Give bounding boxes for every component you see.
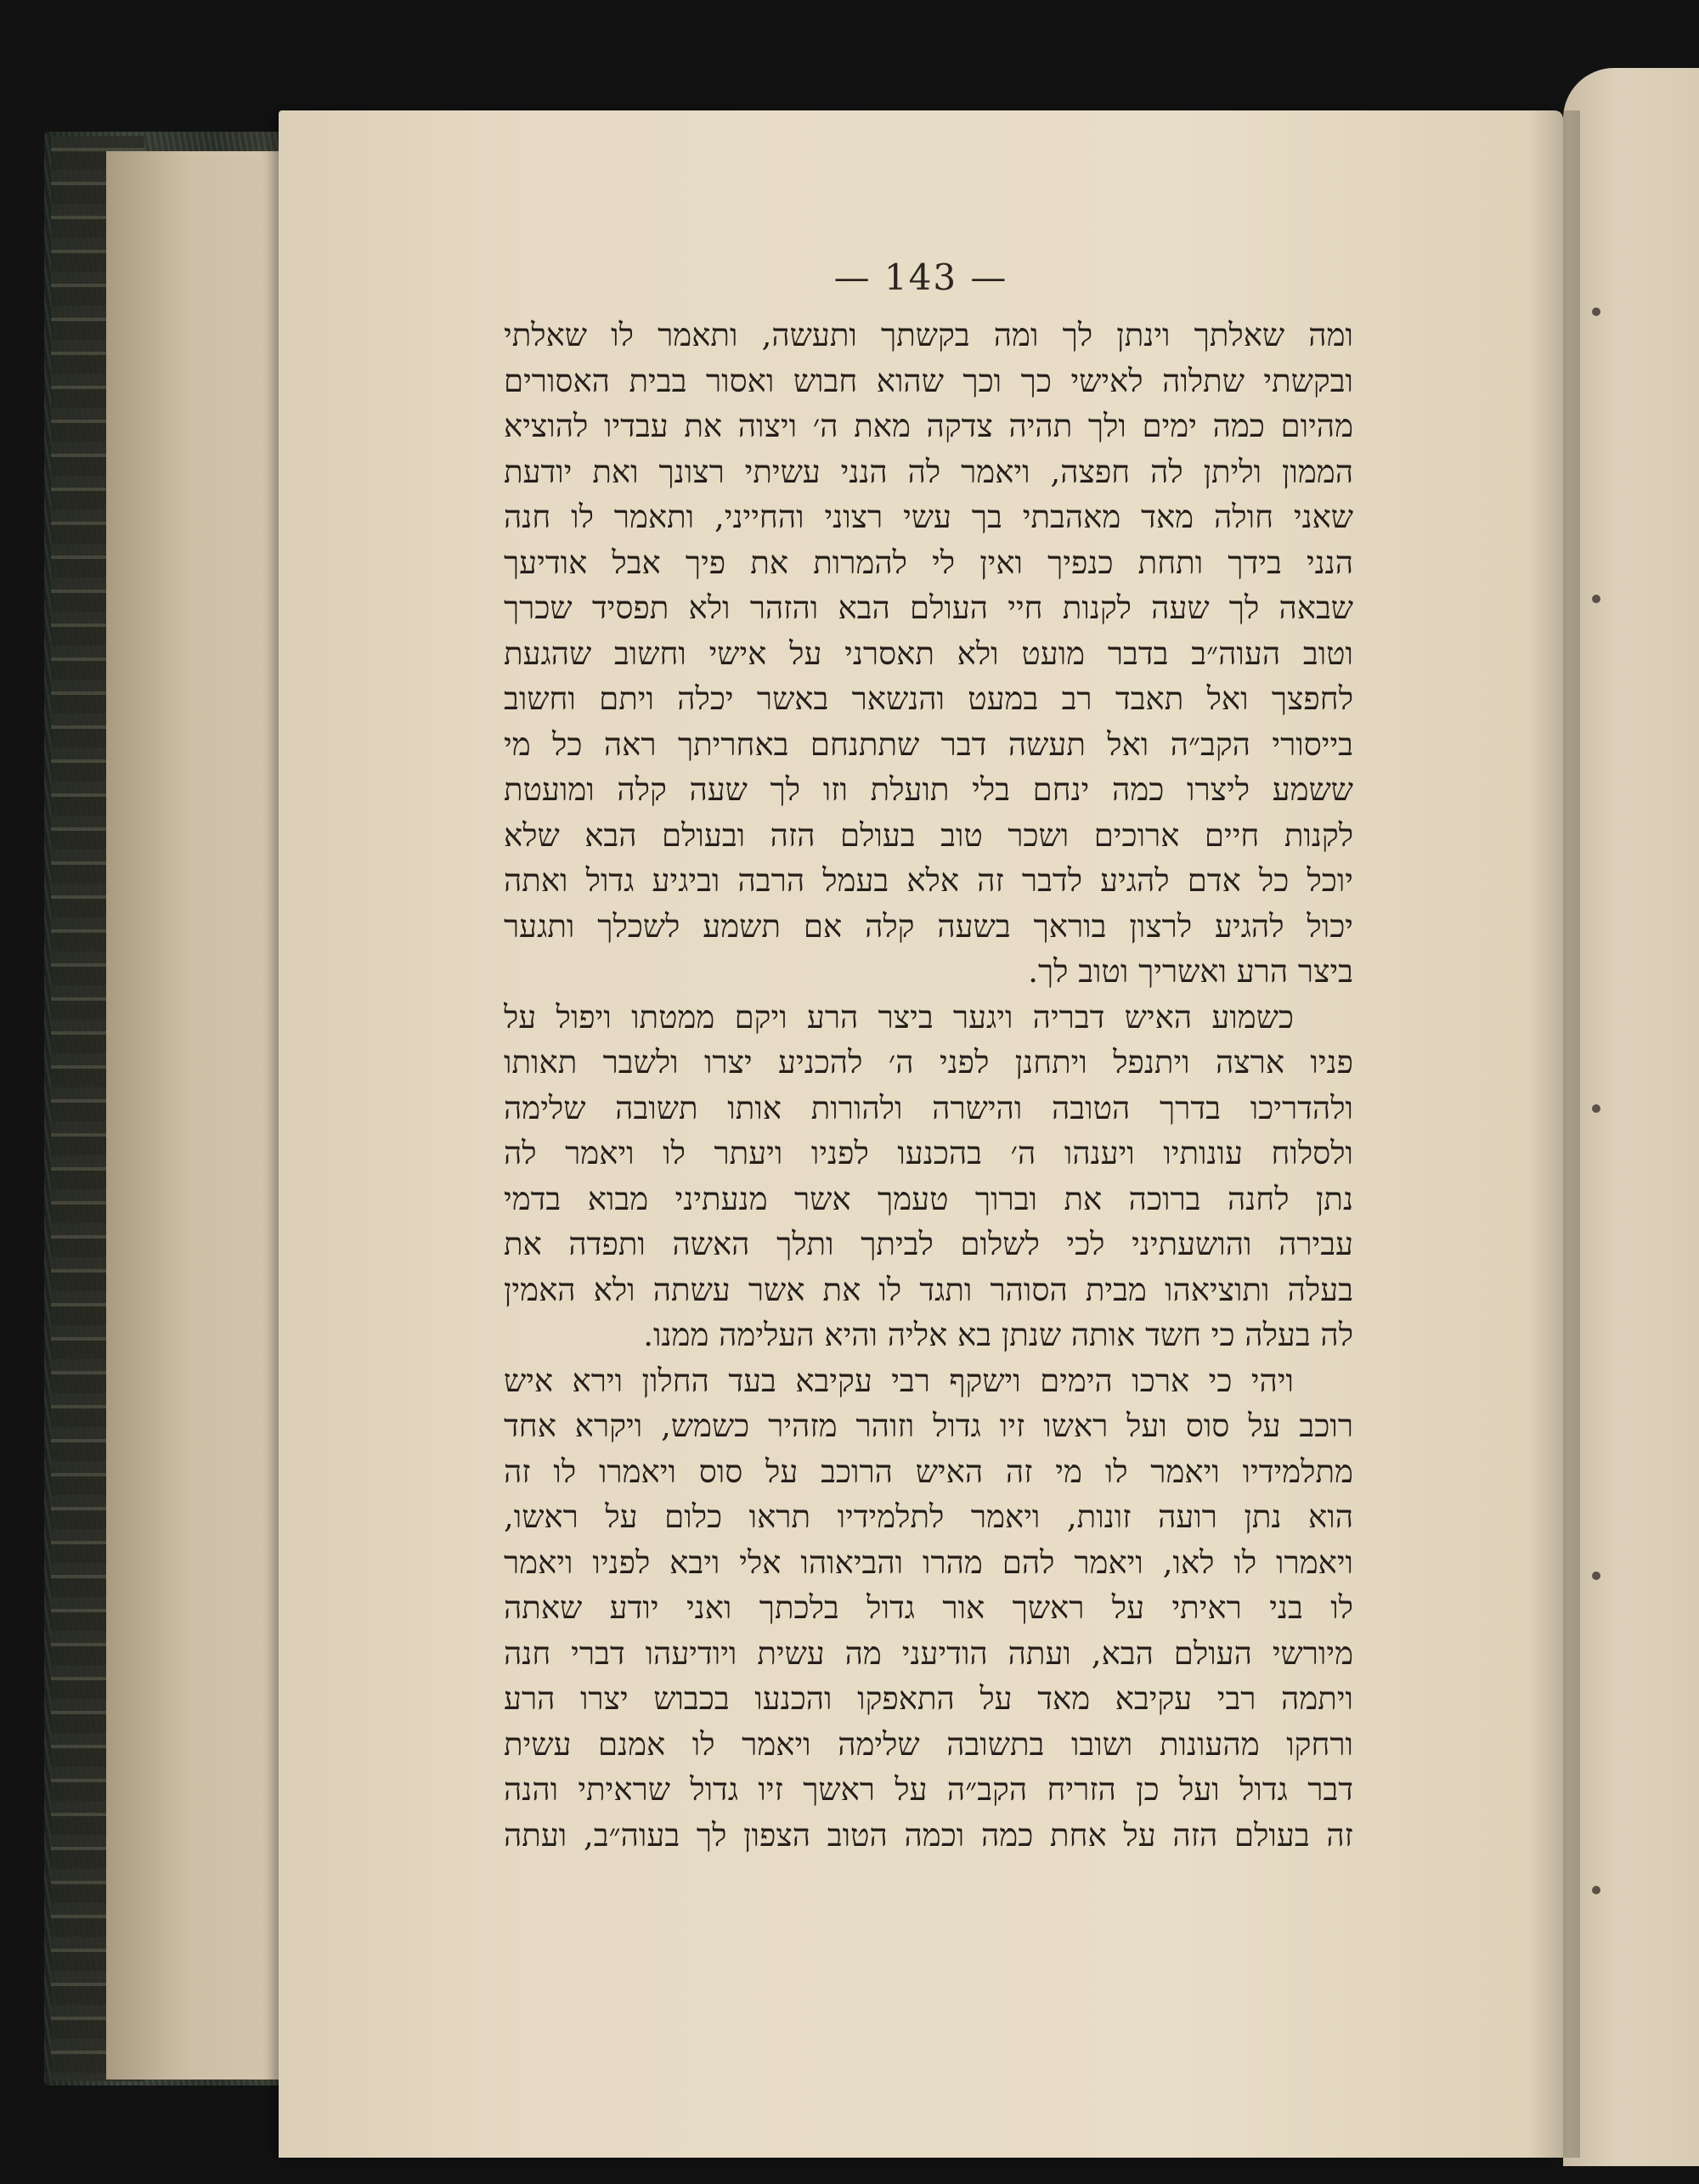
text-line: דבר גדול ועל כן הזריח הקב״ה על ראשך זיו גדול שראיתי והנה <box>504 1771 1353 1808</box>
text-line: פניו ארצה ויתנפל ויתחנן לפני ה׳ להכניע יצרו ולשבר תאותו <box>504 1044 1353 1081</box>
text-line: שבאה לך שעה לקנות חיי העולם הבא והזהר ולא תפסיד שכרך <box>504 590 1353 626</box>
text-line: ומה שאלתך וינתן לך ומה בקשתך ותעשה, ותאמר לו שאלתי <box>504 317 1353 353</box>
text-line: בעלה ותוציאהו מבית הסוהר ותגד לו את אשר עשתה ולא האמין <box>504 1271 1353 1308</box>
text-line: מהיום כמה ימים ולך תהיה צדקה מאת ה׳ ויצוה את עבדיו להוציא <box>504 408 1353 444</box>
paragraph-start-line: כשמוע האיש דבריה ויגער ביצר הרע ויקם ממטתו ויפול על <box>504 998 1294 1036</box>
text-line: ולסלוח עונותיו ויענהו ה׳ בהכנעו לפניו ויעתר לו ויאמר לה <box>504 1135 1353 1171</box>
text-line: מיורשי העולם הבא, ועתה הודיעני מה עשית ויודיעהו דברי חנה <box>504 1634 1353 1672</box>
text-line: וטוב העוה״ב בדבר מועט ולא תאסרני על אישי וחשוב שהגעת <box>504 635 1353 672</box>
text-line: לחפצך ואל תאבד רב במעט והנשאר באשר יכלה ויתם וחשוב <box>504 680 1353 717</box>
paragraph-end-line: ביצר הרע ואשריך וטוב לך. <box>1028 953 1353 990</box>
text-line: לקנות חיים ארוכים ושכר טוב בעולם הזה ובעולם הבא שלא <box>504 816 1353 854</box>
text-line: ויאמרו לו לאו, ויאמר להם מהרו והביאוהו אלי ויבא לפניו ויאמר <box>504 1543 1353 1581</box>
text-line: נתן לחנה ברוכה את וברוך טעמך אשר מנעתיני מבוא בדמי <box>504 1180 1353 1217</box>
text-line: ורחקו מהעונות ושובו בתשובה שלימה ויאמר לו אמנם עשית <box>504 1725 1353 1763</box>
text-line: ששמע ליצרו כמה ינחם בלי תועלת וזו לך שעה קלה ומועטת <box>504 771 1353 808</box>
binding-hole <box>1592 595 1600 603</box>
paragraph-start-line: ויהי כי ארכו הימים וישקף רבי עקיבא בעד החלון וירא איש <box>504 1362 1294 1399</box>
text-line: זה בעולם הזה על אחת כמה וכמה הטוב הצפון לך בעוה״ב, ועתה <box>504 1816 1353 1854</box>
text-line: שאני חולה מאד מאהבתי בך עשי רצוני והחייני, ותאמר לו חנה <box>504 499 1353 535</box>
text-line: ויתמה רבי עקיבא מאד על התאפקו והכנעו בכבוש יצרו הרע <box>504 1680 1353 1717</box>
text-line: בייסורי הקב״ה ואל תעשה דבר שתתנחם באחריתך ראה כל מי <box>504 725 1353 763</box>
text-line: הוא נתן רועה זונות, ויאמר לתלמידיו תראו כלום על ראשו, <box>504 1498 1353 1535</box>
text-line: הנני בידך ותחת כנפיך ואין לי להמרות את פיך אבל אודיעך <box>504 544 1353 581</box>
text-line: ולהדריכו בדרך הטובה והישרה ולהורות אותו תשובה שלימה <box>504 1089 1353 1126</box>
paragraph-end-line: לה בעלה כי חשד אותה שנתן בא אליה והיא העלימה ממנו. <box>643 1317 1353 1353</box>
text-line: הממון וליתן לה חפצה, ויאמר לה הנני עשיתי רצונך ואת יודעת <box>504 453 1353 490</box>
page-number: — 143 — <box>833 257 1008 298</box>
binding-hole <box>1592 1572 1600 1580</box>
binding-hole <box>1592 308 1600 316</box>
text-line: לו בני ראיתי על ראשך אור גדול בלכתך ואני יודע שאתה <box>504 1589 1353 1626</box>
right-page-edge <box>1563 68 1699 2166</box>
text-line: ובקשתי שתלוה לאישי כך וכך שהוא חבוש ואסור בבית האסורים <box>504 362 1353 399</box>
binding-hole <box>1592 1104 1600 1113</box>
text-line: יכול להגיע לרצון בוראך בשעה קלה אם תשמע לשכלך ותגער <box>504 907 1353 945</box>
page-gutter-shadow <box>1529 110 1580 2158</box>
text-line: רוכב על סוס ועל ראשו זיו גדול וזוהר מזהיר כשמש, ויקרא אחד <box>504 1408 1353 1444</box>
book-page <box>279 110 1563 2158</box>
text-line: מתלמידיו ויאמר לו מי זה האיש הרוכב על סוס ויאמרו לו זה <box>504 1453 1353 1490</box>
text-line: עבירה והושעתיני לכי לשלום לביתך ותלך האשה ותפדה את <box>504 1226 1353 1262</box>
page-text <box>504 313 1353 1858</box>
binding-hole <box>1592 1886 1600 1894</box>
text-line: יוכל כל אדם להגיע לדבר זה אלא בעמל הרבה וביגיע גדול ואתה <box>504 862 1353 899</box>
